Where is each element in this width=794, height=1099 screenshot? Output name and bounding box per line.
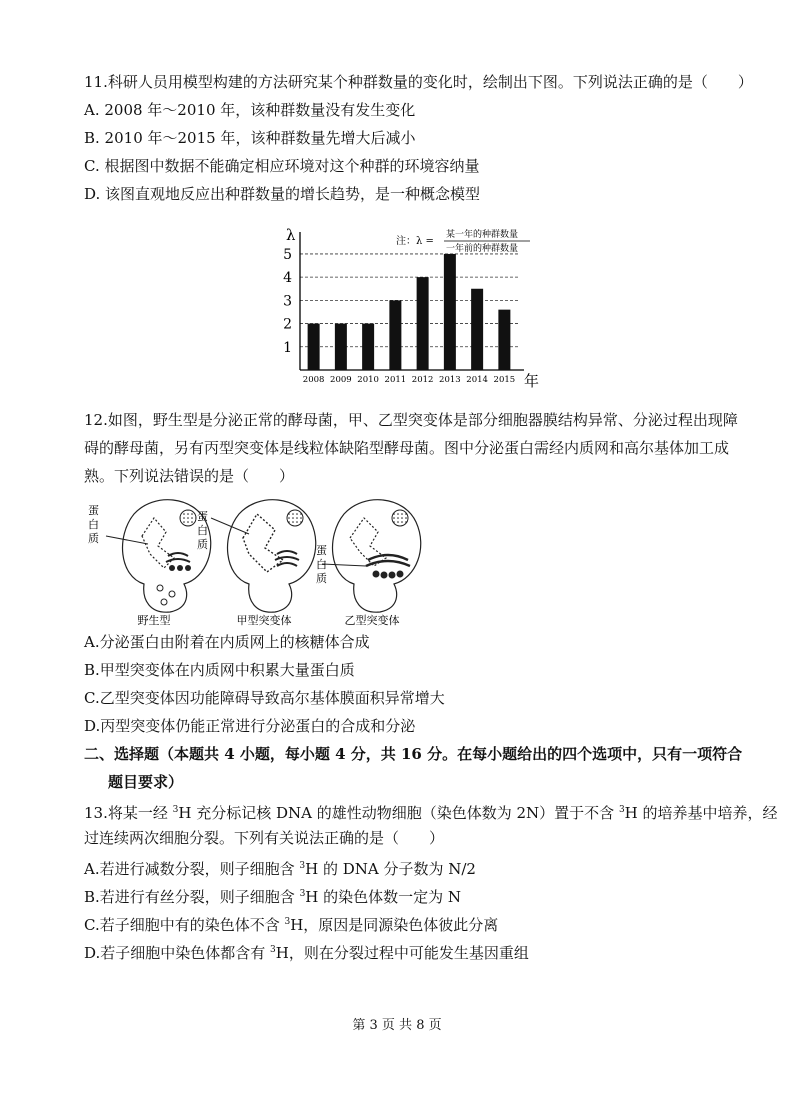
protein-label-2b: 白 [197, 524, 208, 537]
bar-2014 [471, 289, 483, 370]
caption-type-a: 甲型突变体 [236, 614, 292, 627]
x-tick-label: 2009 [330, 375, 352, 385]
q12-stem-line-1: 12.如图，野生型是分泌正常的酵母菌，甲、乙型突变体是部分细胞器膜结构异常、分泌过程出现障 [84, 411, 738, 429]
superscript-3: 3 [270, 945, 276, 955]
protein-label-2: 蛋 [197, 510, 208, 523]
y-tick-label: 5 [283, 246, 292, 263]
y-tick-label: 4 [283, 270, 292, 287]
q13-stem-part-3: H 的培养基中培养，经 [624, 804, 778, 822]
x-tick-label: 2011 [384, 375, 407, 385]
x-axis-label: 年 [524, 372, 540, 390]
q12-option-c: C.乙型突变体因功能障碍导致高尔基体膜面积异常增大 [84, 689, 445, 707]
q13-stem-line-1 [84, 800, 778, 823]
q12-stem-line-3: 熟。下列说法错误的是（ ） [84, 467, 295, 485]
bar-2015 [498, 310, 510, 370]
q11-option-c: C. 根据图中数据不能确定相应环境对这个种群的环境容纳量 [84, 157, 480, 175]
x-tick-label: 2013 [439, 375, 461, 385]
q13-option-c-part-2: H，原因是同源染色体彼此分离 [290, 916, 499, 934]
protein-label-1: 蛋 [88, 504, 99, 517]
caption-type-b: 乙型突变体 [344, 614, 400, 627]
section-2-heading-line-1: 二、选择题（本题共 4 小题，每小题 4 分，共 16 分。在每小题给出的四个选项中，只有一项符合 [84, 745, 743, 763]
x-tick-label: 2010 [357, 375, 379, 385]
q13-option-a-part-2: H 的 DNA 分子数为 N/2 [305, 860, 476, 878]
protein-label-3b: 白 [316, 558, 327, 571]
q13-option-c [84, 912, 498, 935]
bar-2009 [335, 324, 347, 370]
q12-option-d: D.丙型突变体仍能正常进行分泌蛋白的合成和分泌 [84, 717, 416, 735]
q13-option-b [84, 884, 461, 907]
type-a-mutant-cell [211, 500, 316, 612]
note-prefix: 注：λ = [396, 236, 434, 247]
q13-stem-line-2: 过连续两次细胞分裂。下列有关说法正确的是（ ） [84, 829, 445, 847]
y-axis-label: λ [286, 226, 296, 244]
q12-stem-line-2: 碍的酵母菌，另有丙型突变体是线粒体缺陷型酵母菌。图中分泌蛋白需经内质网和高尔基体加工成 [84, 439, 730, 457]
q13-option-a-part-1: A.若进行减数分裂，则子细胞含 [84, 860, 300, 878]
bar-2008 [308, 324, 320, 370]
note-denominator: 一年前的种群数量 [446, 244, 519, 254]
protein-label-1b: 白 [88, 518, 99, 531]
section-2-heading-line-2: 题目要求） [108, 773, 184, 791]
protein-label-2c: 质 [197, 538, 208, 551]
wild-type-cell [106, 500, 211, 612]
q13-option-d [84, 940, 529, 963]
q12-option-a: A.分泌蛋白由附着在内质网上的核糖体合成 [84, 633, 370, 651]
protein-label-3: 蛋 [316, 544, 327, 557]
bar-2011 [389, 300, 401, 370]
y-tick-label: 1 [283, 339, 292, 356]
y-tick-label: 2 [283, 316, 292, 333]
y-tick-label: 3 [283, 293, 292, 310]
q13-option-b-part-1: B.若进行有丝分裂，则子细胞含 [84, 888, 300, 906]
bar-2010 [362, 324, 374, 370]
bar-2013 [444, 254, 456, 370]
q13-stem-part-2: H 充分标记核 DNA 的雄性动物细胞（染色体数为 2N）置于不含 [178, 804, 619, 822]
superscript-3: 3 [299, 889, 306, 899]
q13-option-d-part-1: D.若子细胞中染色体都含有 [84, 944, 271, 962]
q13-option-c-part-1: C.若子细胞中有的染色体不含 [84, 916, 285, 934]
q11-option-a: A. 2008 年～2010 年，该种群数量没有发生变化 [84, 101, 416, 119]
superscript-3: 3 [284, 917, 291, 927]
lambda-bar-chart [276, 224, 540, 394]
bar-2012 [417, 277, 429, 370]
page-footer: 第 3 页 共 8 页 [352, 1018, 442, 1033]
q13-option-b-part-2: H 的染色体数一定为 N [305, 888, 462, 906]
x-tick-label: 2012 [411, 375, 434, 385]
protein-label-1c: 质 [88, 532, 99, 545]
superscript-3: 3 [299, 861, 306, 871]
x-tick-label: 2015 [493, 375, 516, 385]
q13-option-a [84, 856, 476, 879]
superscript-3: 3 [618, 805, 625, 815]
x-tick-label: 2008 [302, 375, 325, 385]
superscript-3: 3 [172, 805, 179, 815]
q12-option-b: B.甲型突变体在内质网中积累大量蛋白质 [84, 661, 355, 679]
q13-option-d-part-2: H，则在分裂过程中可能发生基因重组 [275, 944, 529, 962]
q13-stem-part-1: 13.将某一经 [84, 804, 173, 822]
q11-option-b: B. 2010 年～2015 年，该种群数量先增大后减小 [84, 129, 416, 147]
x-tick-label: 2014 [466, 375, 488, 385]
caption-wild-type: 野生型 [137, 614, 171, 627]
protein-label-3c: 质 [316, 572, 327, 585]
q11-stem: 11.科研人员用模型构建的方法研究某个种群数量的变化时，绘制出下图。下列说法正确的是（ ） [84, 73, 753, 91]
note-numerator: 某一年的种群数量 [446, 230, 519, 240]
q11-option-d: D. 该图直观地反应出种群数量的增长趋势，是一种概念模型 [84, 185, 481, 203]
type-b-mutant-cell [322, 500, 421, 612]
yeast-cells-figure [84, 496, 424, 626]
